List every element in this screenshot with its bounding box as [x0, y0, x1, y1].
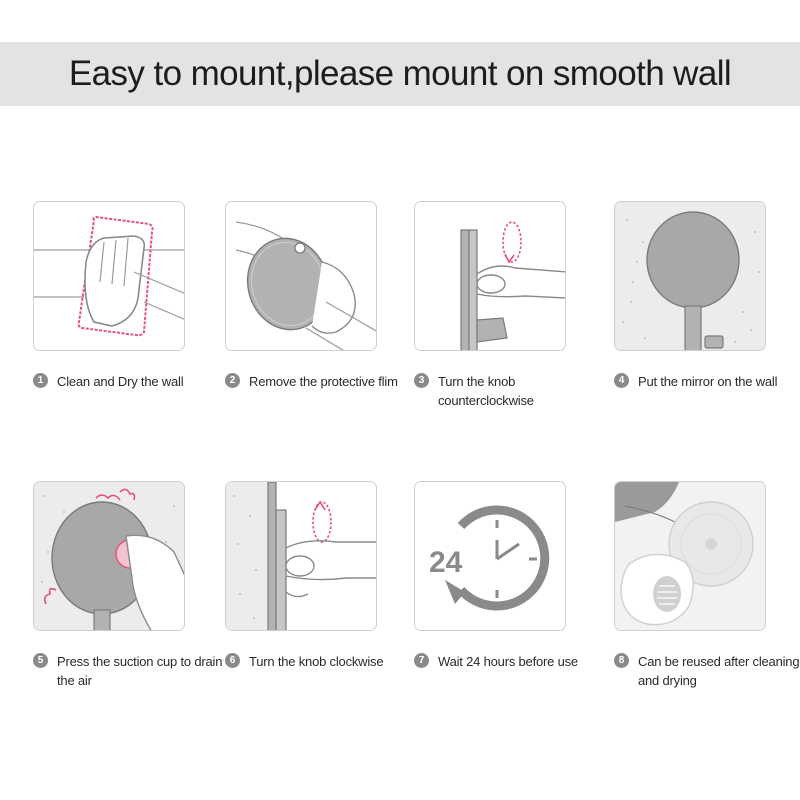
- step-number-badge: 1: [33, 373, 48, 388]
- step-1-card: [33, 201, 185, 351]
- step-3-caption: [414, 372, 604, 410]
- page-title: Easy to mount,please mount on smooth wall: [68, 54, 732, 93]
- press-suction-icon: [34, 482, 185, 631]
- step-2-card: [225, 201, 377, 351]
- step-5-caption: [33, 652, 223, 690]
- hair-dryer-icon: [615, 482, 766, 631]
- step-4-card: [614, 201, 766, 351]
- step-number-badge: 6: [225, 653, 240, 668]
- wipe-wall-icon: [34, 202, 185, 351]
- step-5-card: [33, 481, 185, 631]
- step-number-badge: 5: [33, 653, 48, 668]
- step-description: Press the suction cup to drain the air: [57, 654, 223, 688]
- step-number-badge: 4: [614, 373, 629, 388]
- peel-film-icon: [226, 202, 377, 351]
- step-number-badge: 7: [414, 653, 429, 668]
- step-number-badge: 2: [225, 373, 240, 388]
- step-number-badge: 8: [614, 653, 629, 668]
- step-description: Wait 24 hours before use: [438, 654, 578, 669]
- step-3-card: [414, 201, 566, 351]
- clock-24-icon: [415, 482, 566, 631]
- step-description: Clean and Dry the wall: [57, 374, 184, 389]
- knob-clockwise-icon: [226, 482, 377, 631]
- step-8-caption: [614, 652, 800, 690]
- step-description: Remove the protective flim: [249, 374, 398, 389]
- step-number-badge: 3: [414, 373, 429, 388]
- step-1-caption: [33, 372, 223, 391]
- step-description: Turn the knob clockwise: [249, 654, 384, 669]
- step-6-card: [225, 481, 377, 631]
- step-7-card: [414, 481, 566, 631]
- step-7-caption: [414, 652, 604, 671]
- step-4-caption: [614, 372, 800, 391]
- step-2-caption: [225, 372, 415, 391]
- step-description: Can be reused after cleaning and drying: [638, 654, 800, 688]
- step-description: Put the mirror on the wall: [638, 374, 778, 389]
- step-6-caption: [225, 652, 415, 671]
- clock-label: 24: [429, 546, 463, 579]
- step-description: Turn the knob counterclockwise: [438, 374, 534, 408]
- mirror-on-wall-icon: [615, 202, 766, 351]
- knob-counterclockwise-icon: [415, 202, 566, 351]
- step-8-card: [614, 481, 766, 631]
- header-banner: [0, 42, 800, 106]
